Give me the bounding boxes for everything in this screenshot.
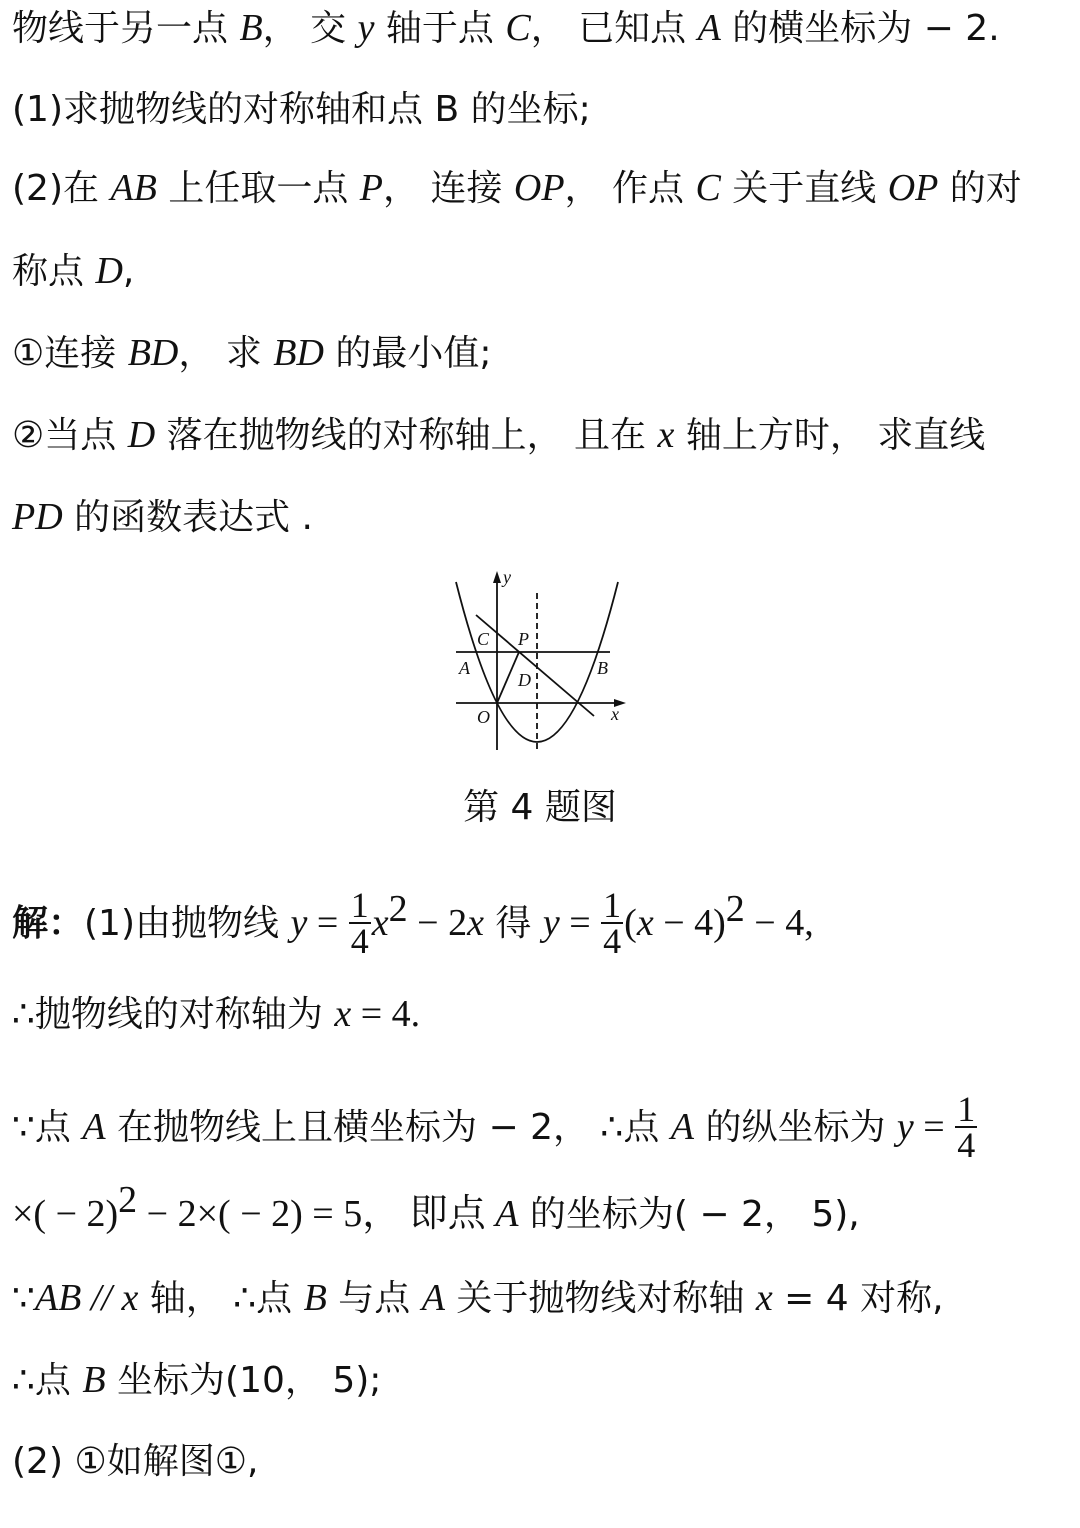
text: 轴上方时， 求直线 (674, 415, 986, 456)
figure-caption: 第 4 题图 (463, 787, 617, 828)
point-label: A (670, 1106, 694, 1148)
variable: x (657, 414, 675, 456)
text: ， 连接 (383, 168, 514, 209)
problem-subpart-1 (12, 331, 492, 376)
variable: x (755, 1277, 773, 1319)
text: 抛物线的对称轴为 (34, 994, 335, 1035)
point-label: D (127, 414, 156, 456)
text: ， 交 (262, 8, 358, 49)
solution-line-7 (12, 1440, 258, 1484)
solution-label: 解： (12, 903, 85, 944)
segment-label: AB (110, 167, 157, 209)
text: − 4, (744, 902, 814, 944)
therefore-symbol: ∴ (12, 994, 35, 1035)
fraction (349, 885, 371, 961)
text: , (122, 251, 135, 292)
segment-label: BD (127, 332, 179, 374)
text: − 2 (407, 902, 468, 944)
solution-line-3 (12, 1089, 978, 1165)
text: ×( − 2) (12, 1193, 119, 1235)
text: = 4 对称, (772, 1278, 944, 1319)
text: 的坐标为( − 2， 5), (518, 1194, 860, 1235)
operator: = (559, 902, 601, 944)
text: 得 (483, 903, 543, 944)
fraction (601, 885, 623, 961)
text: (2)在 (12, 168, 111, 209)
text: ①连接 (12, 333, 128, 374)
text: 坐标为(10， 5); (105, 1360, 382, 1401)
point-label: B (82, 1359, 106, 1401)
text: (1)由抛物线 (84, 903, 291, 944)
line-op (497, 652, 519, 703)
text: 落在抛物线的对称轴上， 且在 (155, 415, 658, 456)
numerator: 1 (957, 1089, 976, 1129)
because-symbol: ∵ (12, 1107, 35, 1148)
variable: x (334, 993, 352, 1035)
text: ( (624, 902, 637, 944)
point-label: D (95, 250, 123, 292)
text: 点 (34, 1107, 83, 1148)
point-label: P (359, 167, 383, 209)
segment-label: AB (34, 1277, 82, 1319)
point-label: A (697, 7, 721, 49)
denominator: 4 (603, 921, 622, 961)
text: ， 作点 (564, 168, 696, 209)
operator: = (307, 902, 348, 944)
text: 关于直线 (720, 168, 888, 209)
variable: x (467, 902, 484, 944)
text: (2) ①如解图①, (12, 1441, 259, 1482)
text: ， 求 (178, 333, 274, 374)
text: 上任取一点 (156, 168, 360, 209)
text: 轴于点 (374, 8, 506, 49)
text: − 4) (653, 902, 726, 944)
label-d: D (518, 670, 531, 690)
line-pd (476, 615, 594, 716)
label-b: B (597, 658, 608, 678)
text: 点 (256, 1278, 304, 1319)
label-x: x (611, 704, 619, 724)
therefore-symbol: ∴ (233, 1278, 257, 1319)
text: 的对 (938, 168, 1022, 209)
point-label: A (82, 1106, 106, 1148)
problem-figure (440, 565, 640, 750)
variable: y (896, 1106, 914, 1148)
label-c: C (477, 629, 490, 649)
point-label: B (303, 1277, 327, 1319)
operator: = (913, 1106, 955, 1148)
therefore-symbol: ∴ (12, 1360, 35, 1401)
solution-line-2 (12, 992, 420, 1037)
text: − 2×( − 2) = 5， 即点 (137, 1193, 496, 1235)
text: 物线于另一点 (12, 8, 240, 49)
text: (1)求抛物线的对称轴和点 B 的坐标; (12, 89, 591, 130)
text: = 4. (351, 993, 421, 1035)
text: 关于抛物线对称轴 (444, 1278, 756, 1319)
segment-label: PD (12, 496, 63, 538)
problem-part-1 (12, 88, 591, 132)
denominator: 4 (957, 1125, 976, 1165)
text: 点 (623, 1107, 671, 1148)
point-label: C (505, 7, 531, 49)
variable: x (121, 1277, 139, 1319)
because-symbol: ∵ (12, 1278, 35, 1319)
parabola-diagram (440, 565, 640, 750)
text: ②当点 (12, 415, 128, 456)
text: 的最小值; (323, 333, 492, 374)
problem-part-2-cont (12, 249, 134, 294)
exponent: 2 (118, 1179, 138, 1221)
solution-line-6 (12, 1358, 381, 1403)
fraction (955, 1089, 977, 1165)
text: 点 (34, 1360, 83, 1401)
numerator: 1 (603, 885, 622, 925)
exponent: 2 (725, 888, 745, 930)
text: ， 已知点 (530, 8, 698, 49)
problem-part-2 (12, 166, 1022, 211)
variable: y (357, 7, 375, 49)
point-label: A (421, 1277, 445, 1319)
segment-label: OP (887, 167, 939, 209)
problem-subpart-2-cont (12, 495, 313, 540)
label-a: A (459, 658, 470, 678)
parallel-symbol: // (81, 1277, 122, 1319)
text: 的纵坐标为 (694, 1107, 897, 1148)
y-axis-arrow-icon (493, 571, 501, 583)
text: 轴， (138, 1278, 234, 1319)
solution-line-4 (12, 1179, 860, 1237)
exponent: 2 (388, 888, 408, 930)
text: 的函数表达式 . (62, 497, 313, 538)
variable: y (542, 902, 560, 944)
variable: x (371, 902, 389, 944)
variable: y (290, 902, 308, 944)
therefore-symbol: ∴ (600, 1107, 624, 1148)
segment-label: BD (273, 332, 324, 374)
text: 的横坐标为 − 2. (720, 8, 1000, 49)
point-label: A (495, 1193, 519, 1235)
solution-line-5 (12, 1276, 944, 1321)
point-label: C (695, 167, 721, 209)
text: 与点 (326, 1278, 422, 1319)
problem-subpart-2 (12, 413, 985, 458)
label-p: P (518, 629, 529, 649)
segment-label: OP (513, 167, 565, 209)
point-label: B (239, 7, 263, 49)
label-o: O (477, 707, 490, 727)
text: 称点 (12, 251, 96, 292)
solution-line-1 (12, 885, 814, 961)
text: 在抛物线上且横坐标为 − 2， (105, 1107, 601, 1148)
variable: x (636, 902, 654, 944)
label-y: y (503, 567, 511, 587)
denominator: 4 (350, 921, 369, 961)
numerator: 1 (350, 885, 369, 925)
problem-line-1 (12, 6, 1000, 51)
